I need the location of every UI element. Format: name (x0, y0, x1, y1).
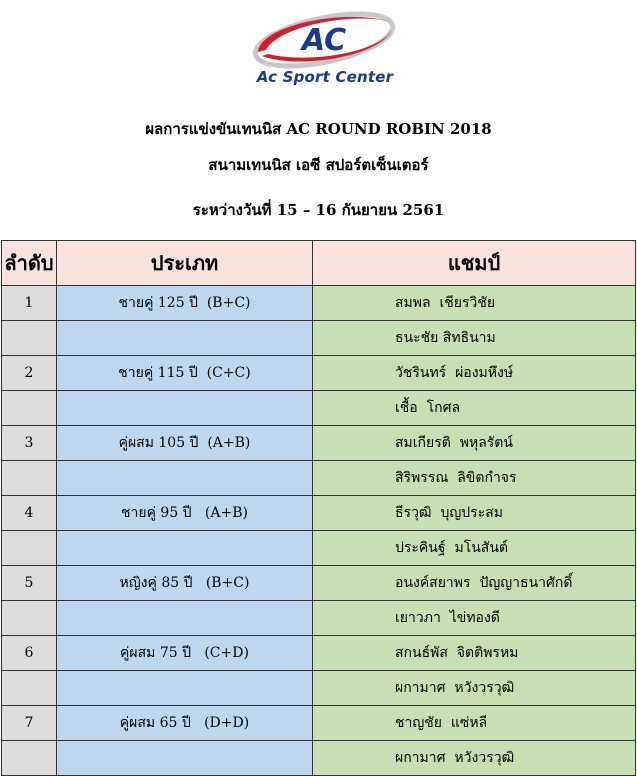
category-cell (57, 321, 313, 356)
page-title: ผลการแข่งขันเทนนิส AC ROUND ROBIN 2018 (145, 120, 492, 138)
date-subtitle: ระหว่างวันที่ 15 – 16 กันยายน 2561 (192, 201, 445, 219)
ac-logo-mark (240, 8, 410, 70)
column-header-category: ประเภท (57, 241, 313, 286)
ac-logo-letters: AC (301, 23, 347, 58)
category-cell (57, 531, 313, 566)
champion-name: เยาวภา ไข่ทองดี (395, 610, 500, 626)
rank-cell: 2 (2, 356, 57, 391)
rank-cell (2, 601, 57, 636)
rank-cell (2, 741, 57, 776)
table-body (2, 286, 636, 776)
champion-cell (313, 496, 636, 531)
category-cell: หญิงคู่ 85 ปี (B+C) (57, 566, 313, 601)
table-row (2, 531, 636, 566)
champion-name: ธนะชัย สิทธินาม (395, 330, 496, 346)
champion-cell (313, 531, 636, 566)
champion-name: อนงค์สยาพร ปัญญาธนาศักดิ์ (395, 575, 573, 591)
column-header-rank: ลำดับ (2, 241, 57, 286)
rank-cell: 4 (2, 496, 57, 531)
champion-name: เชื้อ โกศล (395, 400, 461, 416)
champion-name: ธีรวุฒิ บุญประสม (395, 505, 503, 521)
champion-name: ผกามาศ หวังวรวุฒิ (395, 680, 515, 696)
champion-cell (313, 461, 636, 496)
table-row (2, 321, 636, 356)
champion-cell (313, 321, 636, 356)
table-row (2, 286, 636, 321)
champion-cell (313, 286, 636, 321)
champion-name: ผกามาศ หวังวรวุฒิ (395, 750, 515, 766)
rank-cell: 5 (2, 566, 57, 601)
category-cell (57, 601, 313, 636)
category-cell: คู่ผสม 65 ปี (D+D) (57, 706, 313, 741)
venue-subtitle: สนามเทนนิส เอซี สปอร์ตเซ็นเตอร์ (208, 156, 429, 174)
champion-name: ชาญชัย แซ่หลี (395, 715, 488, 731)
rank-cell: 6 (2, 636, 57, 671)
champion-name: สมพล เชียรวิชัย (395, 295, 496, 311)
category-cell (57, 391, 313, 426)
category-cell (57, 741, 313, 776)
category-cell: ชายคู่ 95 ปี (A+B) (57, 496, 313, 531)
results-table (1, 240, 636, 776)
category-cell (57, 671, 313, 706)
column-header-champion: แชมป์ (313, 241, 636, 286)
table-row (2, 671, 636, 706)
category-cell: ชายคู่ 115 ปี (C+C) (57, 356, 313, 391)
champion-cell (313, 426, 636, 461)
brand-name: Ac Sport Center (256, 68, 394, 86)
ac-sport-center-logo (240, 8, 410, 90)
table-row (2, 426, 636, 461)
champion-name: ประคินฐ์ มโนสันต์ (395, 540, 509, 556)
rank-cell (2, 531, 57, 566)
category-cell (57, 461, 313, 496)
champion-cell (313, 356, 636, 391)
table-row (2, 741, 636, 776)
champion-cell (313, 566, 636, 601)
category-cell: คู่ผสม 105 ปี (A+B) (57, 426, 313, 461)
champion-cell (313, 636, 636, 671)
table-row (2, 636, 636, 671)
champion-name: สิริพรรณ ลิขิตกำจร (395, 470, 517, 486)
table-row (2, 566, 636, 601)
champion-cell (313, 671, 636, 706)
table-header-row (2, 241, 636, 286)
rank-cell (2, 321, 57, 356)
champion-name: วัชรินทร์ ผ่องมหึงษ์ (395, 365, 514, 381)
champion-cell (313, 601, 636, 636)
rank-cell: 1 (2, 286, 57, 321)
champion-cell (313, 706, 636, 741)
category-cell: คู่ผสม 75 ปี (C+D) (57, 636, 313, 671)
table-row (2, 356, 636, 391)
champion-cell (313, 391, 636, 426)
table-row (2, 391, 636, 426)
rank-cell (2, 671, 57, 706)
rank-cell: 7 (2, 706, 57, 741)
table-row (2, 706, 636, 741)
table-row (2, 496, 636, 531)
table-row (2, 461, 636, 496)
rank-cell (2, 461, 57, 496)
rank-cell (2, 391, 57, 426)
champion-name: สมเกียรติ พหุลรัตน์ (395, 435, 513, 451)
champion-cell (313, 741, 636, 776)
champion-name: สกนธ์พัส จิตติพรหม (395, 645, 519, 661)
category-cell: ชายคู่ 125 ปี (B+C) (57, 286, 313, 321)
rank-cell: 3 (2, 426, 57, 461)
table-row (2, 601, 636, 636)
